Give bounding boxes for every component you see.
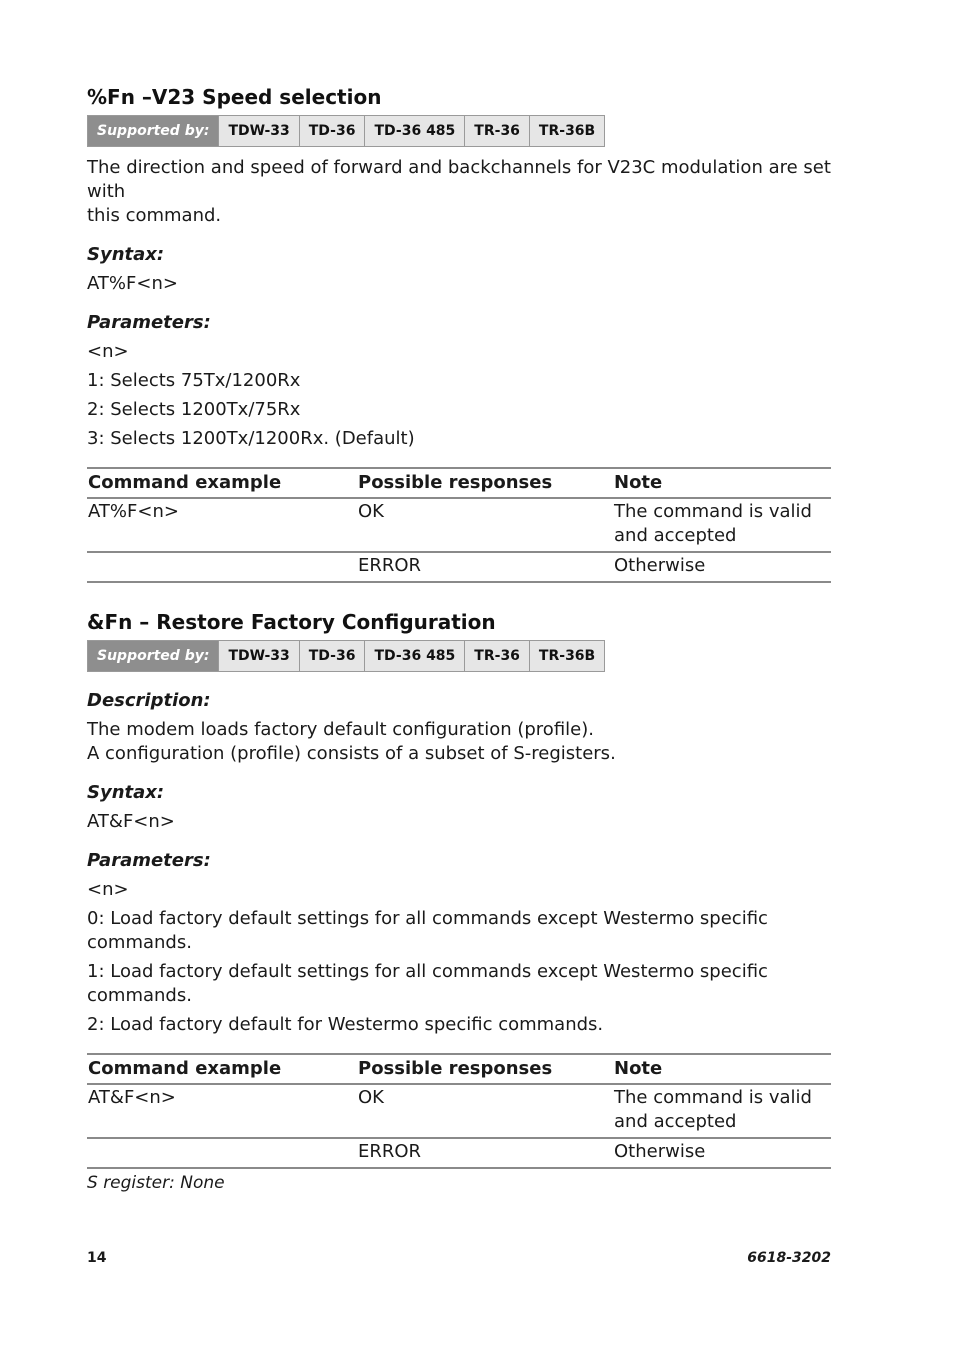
page-content [87,84,831,1195]
command-table [87,1053,831,1169]
intro-line: The direction and speed of forward and backchannels for V23C modulation are set with [87,157,831,202]
document-number: 6618-3202 [747,1250,831,1266]
note-line: The command is valid [614,501,812,522]
description-line: The modem loads factory default configuration (profile). [87,719,594,740]
device-tag: TR-36 [465,116,530,146]
header-command-example: Command example [88,472,282,493]
parameter-list [87,878,831,1037]
device-tag: TR-36 [465,641,530,671]
device-tag: TR-36B [530,116,604,146]
device-tag: TDW-33 [219,641,299,671]
section-title-v23: %Fn –V23 Speed selection [87,85,382,109]
cell-response: OK [358,1087,384,1108]
cell-command [87,1138,357,1168]
cell-response: ERROR [358,555,422,576]
parameter-item: <n> [87,879,129,900]
supported-by-bar [87,115,605,147]
syntax-value: AT&F<n> [87,811,175,832]
header-possible-responses: Possible responses [358,1058,553,1079]
cell-response: ERROR [358,1141,422,1162]
syntax-label: Syntax: [87,244,165,265]
command-table [87,467,831,583]
parameter-item: <n> [87,341,129,362]
parameter-item: 2: Selects 1200Tx/75Rx [87,399,301,420]
supported-label: Supported by: [88,116,219,146]
device-tag: TD-36 [300,641,366,671]
device-tag: TDW-33 [219,116,299,146]
header-possible-responses: Possible responses [358,472,553,493]
cell-command [87,552,357,582]
s-register-footnote: S register: None [87,1173,225,1193]
cell-note: Otherwise [614,555,706,576]
table-row [87,498,831,552]
device-tag: TD-36 485 [365,116,465,146]
header-command-example: Command example [88,1058,282,1079]
description-paragraph [87,718,831,766]
device-tag: TD-36 485 [365,641,465,671]
cell-note: Otherwise [614,1141,706,1162]
device-tag: TR-36B [530,641,604,671]
device-tag: TD-36 [300,116,366,146]
note-line: and accepted [614,1111,737,1132]
cell-command: AT%F<n> [88,501,179,522]
supported-label: Supported by: [88,641,219,671]
intro-paragraph [87,156,831,228]
parameter-item: 1: Selects 75Tx/1200Rx [87,370,301,391]
cell-response: OK [358,501,384,522]
note-line: The command is valid [614,1087,812,1108]
description-label: Description: [87,690,211,711]
parameter-list [87,340,831,451]
cell-command: AT&F<n> [88,1087,176,1108]
supported-by-bar [87,640,605,672]
table-row [87,1138,831,1168]
intro-line: this command. [87,205,222,226]
page-footer [87,1250,831,1266]
header-note: Note [614,472,663,493]
parameter-item: 1: Load factory default settings for all commands except Westermo specific commands. [87,961,768,1006]
description-line: A configuration (profile) consists of a subset of S-registers. [87,743,616,764]
table-row [87,552,831,582]
parameter-item: 3: Selects 1200Tx/1200Rx. (Default) [87,428,415,449]
parameter-item: 2: Load factory default for Westermo specific commands. [87,1014,604,1035]
section-title-restore-factory: &Fn – Restore Factory Configuration [87,610,496,634]
syntax-value: AT%F<n> [87,273,178,294]
parameters-label: Parameters: [87,312,211,333]
page-number: 14 [87,1250,107,1266]
table-header-row [87,1054,831,1084]
note-line: and accepted [614,525,737,546]
header-note: Note [614,1058,663,1079]
table-header-row [87,468,831,498]
table-row [87,1084,831,1138]
cell-note [613,1084,831,1138]
parameter-item: 0: Load factory default settings for all commands except Westermo specific commands. [87,908,768,953]
parameters-label: Parameters: [87,850,211,871]
cell-note [613,498,831,552]
syntax-label: Syntax: [87,782,165,803]
